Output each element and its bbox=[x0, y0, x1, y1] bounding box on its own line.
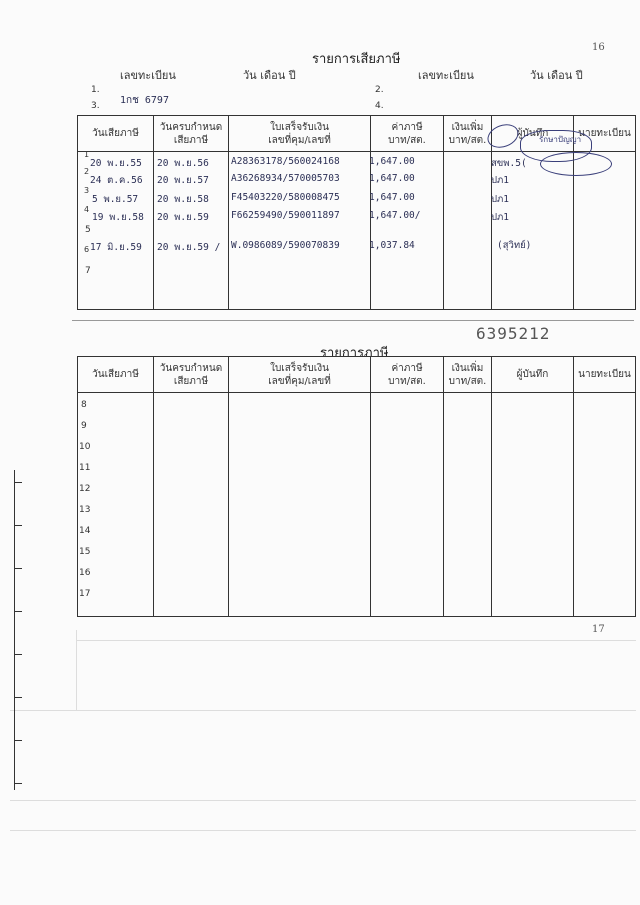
row-number: 17 bbox=[79, 589, 91, 599]
margin-line bbox=[76, 630, 77, 710]
row-receipt: F45403220/580008475 bbox=[231, 192, 340, 203]
list-num-3: 3. bbox=[91, 101, 100, 111]
page-number-bottom: 17 bbox=[592, 624, 605, 635]
ruler-tick bbox=[14, 740, 22, 741]
row-number: 9 bbox=[81, 421, 87, 431]
row-receipt: A28363178/560024168 bbox=[231, 156, 340, 167]
row-tax: 1,647.00 bbox=[369, 173, 415, 184]
row-number: 10 bbox=[79, 442, 91, 452]
header-due-date: วันครบกำหนด เสียภาษี bbox=[154, 116, 229, 152]
date-label-left: วัน เดือน ปี bbox=[243, 69, 296, 82]
row-number: 8 bbox=[81, 400, 87, 410]
header-receipt: ใบเสร็จรับเงิน เลขที่คุม/เลขที่ bbox=[229, 357, 371, 393]
row-number: 5 bbox=[85, 225, 91, 235]
ruled-line bbox=[76, 640, 636, 641]
row-date: 20 พ.ย.55 bbox=[90, 158, 142, 169]
ruler-tick bbox=[14, 654, 22, 655]
row-recorder: (สุวิทย์) bbox=[497, 240, 532, 251]
row-number: 14 bbox=[79, 526, 91, 536]
header-recorder: ผู้บันทึก bbox=[492, 116, 574, 152]
plate-number: 1กช 6797 bbox=[120, 95, 169, 106]
row-recorder: ปภ1 bbox=[491, 212, 510, 223]
row-number: 15 bbox=[79, 547, 91, 557]
row-number: 3 bbox=[84, 186, 90, 195]
ruler-tick bbox=[14, 611, 22, 612]
row-number: 16 bbox=[79, 568, 91, 578]
row-number: 12 bbox=[79, 484, 91, 494]
row-number: 1 bbox=[84, 150, 90, 159]
row-tax: 1,647.00 bbox=[369, 156, 415, 167]
row-number: 7 bbox=[85, 266, 91, 276]
date-label-right: วัน เดือน ปี bbox=[530, 69, 583, 82]
header-tax-date: วันเสียภาษี bbox=[78, 357, 154, 393]
ruler-tick bbox=[14, 697, 22, 698]
row-due: 20 พ.ย.58 bbox=[157, 194, 209, 205]
section-divider bbox=[72, 320, 634, 321]
header-tax-date: วันเสียภาษี bbox=[78, 116, 154, 152]
row-number: 4 bbox=[84, 205, 90, 214]
ruler-tick bbox=[14, 525, 22, 526]
row-receipt: W.0986089/590070839 bbox=[231, 240, 340, 251]
header-tax-amount: ค่าภาษี บาท/สต. bbox=[371, 357, 444, 393]
tax-list-title: รายการภาษี bbox=[320, 346, 389, 361]
row-number: 2 bbox=[84, 167, 90, 176]
row-receipt: F66259490/590011897 bbox=[231, 210, 340, 221]
row-number: 13 bbox=[79, 505, 91, 515]
ruler-tick bbox=[14, 568, 22, 569]
signature bbox=[540, 152, 612, 176]
header-registrar: นายทะเบียน bbox=[574, 357, 636, 393]
row-recorder: ปภ1 bbox=[491, 175, 510, 186]
row-tax: 1,647.00/ bbox=[369, 210, 421, 221]
row-due: 20 พ.ย.59 bbox=[157, 212, 209, 223]
page-number-top: 16 bbox=[592, 42, 605, 53]
list-num-2: 2. bbox=[375, 85, 384, 95]
header-surcharge: เงินเพิ่ม บาท/สต. bbox=[444, 357, 492, 393]
row-due: 20 พ.ย.57 bbox=[157, 175, 209, 186]
stamp-text: รักษาปัญญา bbox=[539, 135, 582, 144]
row-date: 24 ต.ค.56 bbox=[90, 175, 143, 186]
row-recorder: ปภ1 bbox=[491, 194, 510, 205]
row-recorder: สขพ.5( bbox=[491, 158, 527, 169]
tax-section-title: รายการเสียภาษี bbox=[312, 52, 401, 67]
row-receipt: A36268934/570005703 bbox=[231, 173, 340, 184]
row-due: 20 พ.ย.59 / bbox=[157, 242, 221, 253]
list-num-1: 1. bbox=[91, 85, 100, 95]
header-due-date: วันครบกำหนด เสียภาษี bbox=[154, 357, 229, 393]
row-date: 19 พ.ย.58 bbox=[92, 212, 144, 223]
ruler-tick bbox=[14, 783, 22, 784]
row-date: 17 มิ.ย.59 bbox=[90, 242, 142, 253]
ruled-line bbox=[10, 800, 636, 801]
serial-number: 6395212 bbox=[476, 324, 551, 343]
row-tax: 1,647.00 bbox=[369, 192, 415, 203]
header-recorder: ผู้บันทึก bbox=[492, 357, 574, 393]
row-number: 11 bbox=[79, 463, 91, 473]
tax-table-2 bbox=[77, 356, 636, 617]
row-number: 6 bbox=[84, 245, 90, 254]
header-surcharge: เงินเพิ่ม บาท/สต. bbox=[444, 116, 492, 152]
header-receipt: ใบเสร็จรับเงิน เลขที่คุม/เลขที่ bbox=[229, 116, 371, 152]
header-tax-amount: ค่าภาษี บาท/สต. bbox=[371, 116, 444, 152]
row-tax: 1,037.84 bbox=[369, 240, 415, 251]
reg-label-right: เลขทะเบียน bbox=[418, 69, 474, 82]
row-due: 20 พ.ย.56 bbox=[157, 158, 209, 169]
ruled-line bbox=[10, 830, 636, 831]
reg-label-left: เลขทะเบียน bbox=[120, 69, 176, 82]
ruled-line bbox=[10, 710, 636, 711]
header-registrar: นายทะเบียน bbox=[574, 116, 636, 152]
list-num-4: 4. bbox=[375, 101, 384, 111]
edge-ruler bbox=[14, 470, 15, 790]
ruler-tick bbox=[14, 482, 22, 483]
row-date: 5 พ.ย.57 bbox=[92, 194, 139, 205]
